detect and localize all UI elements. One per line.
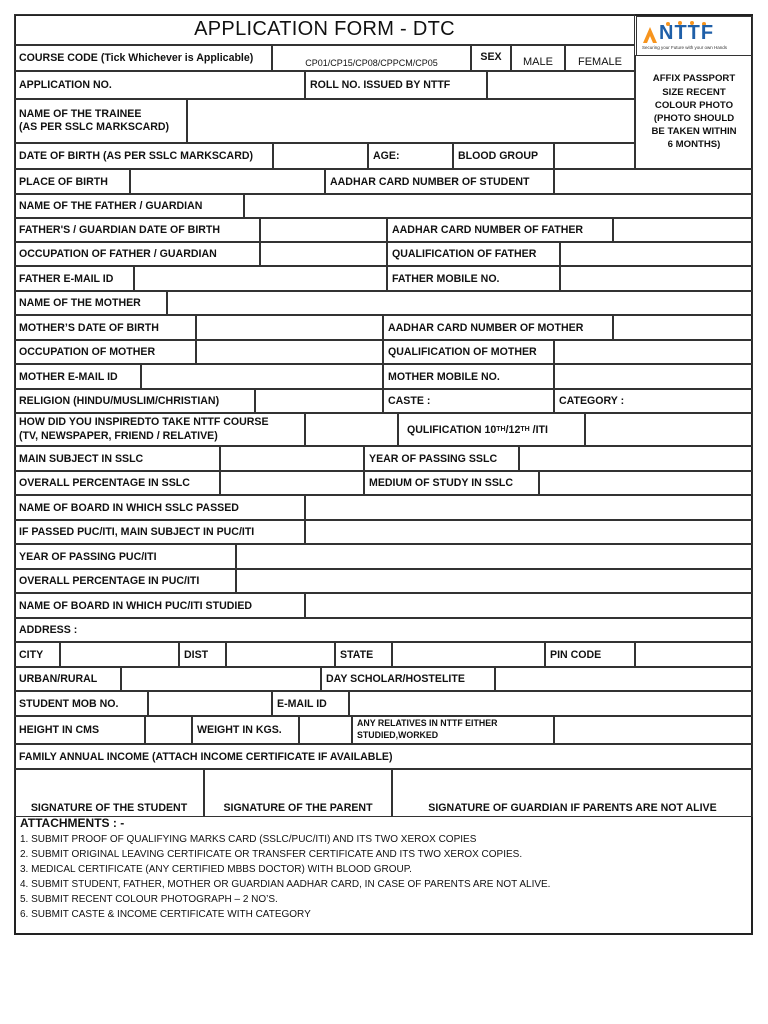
signature-guardian[interactable]: SIGNATURE OF GUARDIAN IF PARENTS ARE NOT ALIVE xyxy=(392,769,753,817)
main-subject-puc-label: IF PASSED PUC/ITI, MAIN SUBJECT IN PUC/ITI xyxy=(14,520,305,544)
student-mob-field[interactable] xyxy=(148,691,272,716)
main-subject-puc-field[interactable] xyxy=(305,520,753,544)
father-email-field[interactable] xyxy=(134,266,387,291)
place-of-birth-field[interactable] xyxy=(130,169,325,194)
father-qualification-label: QUALIFICATION OF FATHER xyxy=(387,242,560,266)
signature-parent[interactable]: SIGNATURE OF THE PARENT xyxy=(204,769,392,817)
photo-line: 6 MONTHS) xyxy=(667,139,721,151)
qualification-label: QULIFICATION 10 TH /12 TH /ITI xyxy=(398,413,585,446)
age-label: AGE: xyxy=(368,143,453,169)
inspired-label xyxy=(14,413,305,446)
mother-email-field[interactable] xyxy=(141,364,383,389)
attachment-item: 5. SUBMIT RECENT COLOUR PHOTOGRAPH – 2 NO’S. xyxy=(20,894,278,905)
state-field[interactable] xyxy=(392,642,545,667)
blood-group-field[interactable] xyxy=(554,143,635,169)
attachments-section xyxy=(20,816,740,922)
city-field[interactable] xyxy=(60,642,179,667)
photo-line: COLOUR PHOTO xyxy=(654,99,734,111)
dist-label: DIST xyxy=(179,642,226,667)
mother-name-label: NAME OF THE MOTHER xyxy=(14,291,167,315)
attachments-heading: ATTACHMENTS : - xyxy=(20,816,125,830)
mother-occupation-field[interactable] xyxy=(196,340,383,364)
aadhar-student-label: AADHAR CARD NUMBER OF STUDENT xyxy=(325,169,554,194)
relatives-label xyxy=(352,716,554,744)
application-no-label: APPLICATION NO. xyxy=(14,71,305,99)
course-code-label: COURSE CODE (Tick Whichever is Applicable) xyxy=(14,45,272,71)
attachment-item: 6. SUBMIT CASTE & INCOME CERTIFICATE WITH CATEGORY xyxy=(20,909,311,920)
main-subject-sslc-field[interactable] xyxy=(220,446,364,471)
relatives-line: STUDIED,WORKED xyxy=(357,730,439,740)
address-label: ADDRESS : xyxy=(14,618,753,642)
inspired-field[interactable] xyxy=(305,413,398,446)
category-label: CATEGORY : xyxy=(554,389,753,413)
trainee-name-label xyxy=(14,99,187,143)
city-label: CITY xyxy=(14,642,60,667)
overall-pct-puc-field[interactable] xyxy=(236,569,753,593)
roll-no-field[interactable] xyxy=(487,71,635,99)
attachment-item: 1. SUBMIT PROOF OF QUALIFYING MARKS CARD (SSLC/PUC/ITI) AND ITS TWO XEROX COPIES xyxy=(20,834,477,845)
relatives-field[interactable] xyxy=(554,716,753,744)
mother-occupation-label: OCCUPATION OF MOTHER xyxy=(14,340,196,364)
mother-qualification-label: QUALIFICATION OF MOTHER xyxy=(383,340,554,364)
student-mob-label: STUDENT MOB NO. xyxy=(14,691,148,716)
relatives-line: ANY RELATIVES IN NTTF EITHER xyxy=(357,718,498,729)
roll-no-label: ROLL NO. ISSUED BY NTTF xyxy=(305,71,487,99)
medium-sslc-field[interactable] xyxy=(539,471,753,495)
board-puc-label: NAME OF BOARD IN WHICH PUC/ITI STUDIED xyxy=(14,593,305,618)
trainee-name-line: (AS PER SSLC MARKSCARD) xyxy=(19,121,170,133)
year-passing-puc-field[interactable] xyxy=(236,544,753,569)
attachment-item: 4. SUBMIT STUDENT, FATHER, MOTHER OR GUARDIAN AADHAR CARD, IN CASE OF PARENTS ARE NOT ALIVE. xyxy=(20,879,551,890)
mother-dob-field[interactable] xyxy=(196,315,383,340)
mother-dob-label: MOTHER’S DATE OF BIRTH xyxy=(14,315,196,340)
dob-field[interactable] xyxy=(273,143,368,169)
urban-rural-label: URBAN/RURAL xyxy=(14,667,121,691)
year-passing-puc-label: YEAR OF PASSING PUC/ITI xyxy=(14,544,236,569)
trainee-name-field[interactable] xyxy=(187,99,635,143)
trainee-name-line: NAME OF THE TRAINEE xyxy=(19,107,142,120)
qualification-text: QULIFICATION 10 xyxy=(407,423,497,436)
email-id-label: E-MAIL ID xyxy=(272,691,349,716)
day-scholar-field[interactable] xyxy=(495,667,753,691)
inspired-line: (TV, NEWSPAPER, FRIEND / RELATIVE) xyxy=(19,429,218,442)
father-email-label: FATHER E-MAIL ID xyxy=(14,266,134,291)
father-mobile-field[interactable] xyxy=(560,266,753,291)
medium-sslc-label: MEDIUM OF STUDY IN SSLC xyxy=(364,471,539,495)
father-dob-field[interactable] xyxy=(260,218,387,242)
day-scholar-label: DAY SCHOLAR/HOSTELITE xyxy=(321,667,495,691)
photo-line: (PHOTO SHOULD xyxy=(653,113,735,124)
signature-student[interactable]: SIGNATURE OF THE STUDENT xyxy=(14,769,204,817)
mother-mobile-field[interactable] xyxy=(554,364,753,389)
mother-mobile-label: MOTHER MOBILE NO. xyxy=(383,364,554,389)
aadhar-student-field[interactable] xyxy=(554,169,753,194)
blood-group-label: BLOOD GROUP xyxy=(453,143,554,169)
aadhar-father-field[interactable] xyxy=(613,218,753,242)
place-of-birth-label: PLACE OF BIRTH xyxy=(14,169,130,194)
female-option[interactable]: FEMALE xyxy=(565,45,635,71)
father-mobile-label: FATHER MOBILE NO. xyxy=(387,266,560,291)
photo-line: SIZE RECENT xyxy=(662,86,726,98)
year-passing-sslc-label: YEAR OF PASSING SSLC xyxy=(364,446,519,471)
height-label: HEIGHT IN CMS xyxy=(14,716,145,744)
father-occupation-label: OCCUPATION OF FATHER / GUARDIAN xyxy=(14,242,260,266)
father-name-label: NAME OF THE FATHER / GUARDIAN xyxy=(14,194,244,218)
religion-label: RELIGION (HINDU/MUSLIM/CHRISTIAN) xyxy=(14,389,255,413)
mother-qualification-field[interactable] xyxy=(554,340,753,364)
pin-code-label: PIN CODE xyxy=(545,642,635,667)
male-option[interactable]: MALE xyxy=(511,45,565,71)
email-id-field[interactable] xyxy=(349,691,753,716)
nttf-logo xyxy=(636,16,753,56)
mother-email-label: MOTHER E-MAIL ID xyxy=(14,364,141,389)
family-income-label: FAMILY ANNUAL INCOME (ATTACH INCOME CERTIFICATE IF AVAILABLE) xyxy=(14,744,753,769)
caste-label: CASTE : xyxy=(383,389,554,413)
board-sslc-label: NAME OF BOARD IN WHICH SSLC PASSED xyxy=(14,495,305,520)
overall-pct-sslc-field[interactable] xyxy=(220,471,364,495)
overall-pct-puc-label: OVERALL PERCENTAGE IN PUC/ITI xyxy=(14,569,236,593)
qualification-text: /12 xyxy=(505,423,521,436)
pin-code-field[interactable] xyxy=(635,642,753,667)
father-name-field[interactable] xyxy=(244,194,753,218)
weight-label: WEIGHT IN KGS. xyxy=(192,716,299,744)
form-title: APPLICATION FORM - DTC xyxy=(14,14,635,45)
father-qualification-field[interactable] xyxy=(560,242,753,266)
aadhar-mother-field[interactable] xyxy=(613,315,753,340)
board-sslc-field[interactable] xyxy=(305,495,753,520)
dob-label: DATE OF BIRTH (AS PER SSLC MARKSCARD) xyxy=(14,143,273,169)
height-field[interactable] xyxy=(145,716,192,744)
aadhar-father-label: AADHAR CARD NUMBER OF FATHER xyxy=(387,218,613,242)
weight-field[interactable] xyxy=(299,716,352,744)
inspired-line: HOW DID YOU INSPIREDTO TAKE NTTF COURSE xyxy=(19,416,269,429)
year-passing-sslc-field[interactable] xyxy=(519,446,753,471)
overall-pct-sslc-label: OVERALL PERCENTAGE IN SSLC xyxy=(14,471,220,495)
aadhar-mother-label: AADHAR CARD NUMBER OF MOTHER xyxy=(383,315,613,340)
qualification-text: /ITI xyxy=(529,423,548,436)
dist-field[interactable] xyxy=(226,642,335,667)
logo-tagline: Securing your Future with your own Hands xyxy=(642,45,728,50)
attachment-item: 3. MEDICAL CERTIFICATE (ANY CERTIFIED MBBS DOCTOR) WITH BLOOD GROUP. xyxy=(20,864,412,875)
urban-rural-field[interactable] xyxy=(121,667,321,691)
photo-line: AFFIX PASSPORT xyxy=(652,73,736,85)
photo-line: BE TAKEN WITHIN xyxy=(651,126,737,138)
religion-field[interactable] xyxy=(255,389,383,413)
logo-brand-text: NTTF xyxy=(659,22,715,44)
father-occupation-field[interactable] xyxy=(260,242,387,266)
board-puc-field[interactable] xyxy=(305,593,753,618)
photo-box xyxy=(635,55,753,169)
mother-name-field[interactable] xyxy=(167,291,753,315)
father-dob-label: FATHER'S / GUARDIAN DATE OF BIRTH xyxy=(14,218,260,242)
course-options[interactable]: CP01/CP15/CP08/CPPCM/CP05 xyxy=(272,45,471,71)
sex-label: SEX xyxy=(471,45,511,71)
attachment-item: 2. SUBMIT ORIGINAL LEAVING CERTIFICATE OR TRANSFER CERTIFICATE AND ITS TWO XEROX COPIES. xyxy=(20,849,523,860)
main-subject-sslc-label: MAIN SUBJECT IN SSLC xyxy=(14,446,220,471)
state-label: STATE xyxy=(335,642,392,667)
qualification-field[interactable] xyxy=(585,413,753,446)
